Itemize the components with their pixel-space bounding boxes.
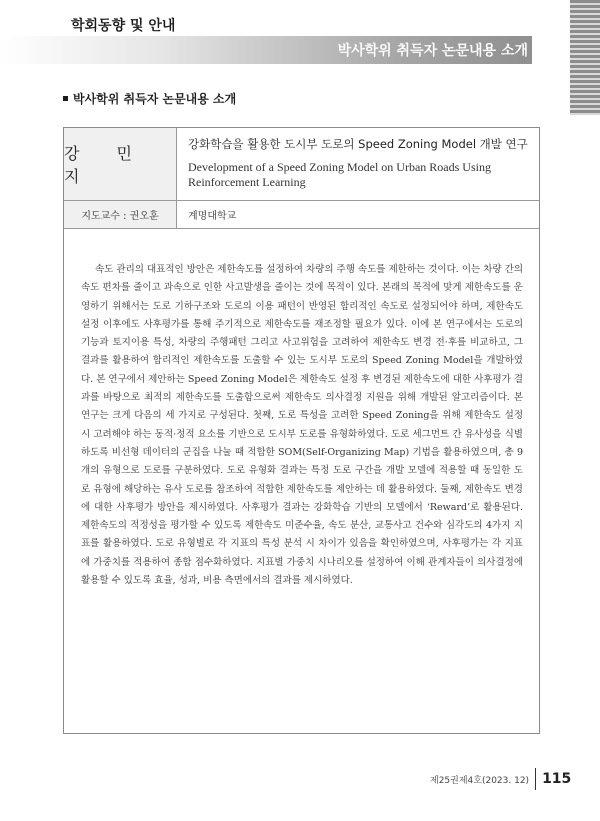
thesis-title-korean: 강화학습을 활용한 도시부 도로의 Speed Zoning Model 개발 연구 <box>188 137 528 151</box>
page-header <box>0 0 600 70</box>
thesis-title-english-line1: Development of a Speed Zoning Model on Urban Roads Using <box>188 160 491 174</box>
author-name: 강 민 지 <box>64 144 148 186</box>
page-number: 115 <box>542 771 572 787</box>
author-cell <box>64 128 177 200</box>
thesis-title-cell <box>188 136 528 190</box>
header-subtitle: 박사학위 취득자 논문내용 소개 <box>337 43 528 59</box>
thesis-title-english <box>188 160 528 190</box>
abstract-body: 속도 관리의 대표적인 방안은 제한속도를 설정하여 차량의 주행 속도를 제한하는 것이다. 이는 차량 간의 속도 편차를 줄이고 과속으로 인한 사고발생을 줄이는 것에 목적이 있다. 본래의 목적에 맞게 제한속도를 운영하기 위해서는 도로 기하구조와 도로의 이용 패턴이 반영된 합리적인 속도로 설정되어야 하며, 제한속도 설정 이후에도 사후평가를 통해 주기적으로 제한속도를 재조정할 필요가 있다. 이에 본 연구에서는 도로의 기능과 토지이용 특성, 차량의 주행패턴 그리고 사고위험을 고려하여 제한속도 변경 전·후를 비교하고, 그 결과를 활용하여 합리적인 제한속도를 도출할 수 있는 도시부 도로의 Speed Zoning Model을 개발하였다. 본 연구에서 제안하는 Speed Zoning Model은 제한속도 설정 후 변경된 제한속도에 대한 사후평가 결과를 바탕으로 최적의 제한속도를 도출함으로써 제한속도 의사결정 지원을 위해 개발된 알고리즘이다. 본 연구는 크게 다음의 세 가지로 구성된다. 첫째, 도로 특성을 고려한 Speed Zoning을 위해 제한속도 설정 시 고려해야 하는 동적·정적 요소를 기반으로 도시부 도로를 유형화하였다. 도로 세그먼트 간 유사성을 식별하도록 비선형 데이터의 군집을 나눌 때 적합한 SOM(Self-Organizing Map) 기법을 활용하였으며, 총 9개의 유형으로 도로를 구분하였다. 도로 유형화 결과는 특정 도로 구간을 개발 모델에 적용할 때 동일한 도로 유형에 해당하는 유사 도로를 참조하여 적합한 제한속도를 제안하는 데 활용하였다. 둘째, 제한속도 변경에 대한 사후평가 방안을 제시하였다. 사후평가 결과는 강화학습 기반의 모델에서 ‘Reward’로 활용된다. 제한속도의 적정성을 평가할 수 있도록 제한속도 미준수율, 속도 분산, 교통사고 건수와 심각도의 4가지 지표를 활용하였다. 도로 유형별로 각 지표의 특성 분석 시 차이가 있음을 확인하였으며, 사후평가는 각 지표에 가중치를 적용하여 종합 점수화하였다. 지표별 가중치 시나리오를 설정하여 이해 관계자들이 의사결정에 활용할 수 있도록 효율, 성과, 비용 측면에서의 결과를 제시하였다. <box>81 264 523 587</box>
page-footer <box>430 767 571 791</box>
footer-divider <box>535 768 536 790</box>
thesis-title-english-line2: Reinforcement Learning <box>188 175 306 189</box>
thesis-card <box>63 127 540 734</box>
bullet-square-icon <box>63 96 68 101</box>
decorative-stripes <box>570 0 600 115</box>
thesis-title-row <box>64 128 539 201</box>
heading-text: 박사학위 취득자 논문내용 소개 <box>73 92 237 106</box>
article-heading <box>63 90 236 107</box>
section-title: 학회동향 및 안내 <box>71 18 176 34</box>
advisor-cell: 지도교수 : 권오훈 <box>64 201 177 228</box>
university-name: 계명대학교 <box>188 211 237 222</box>
issue-info: 제25권제4호(2023. 12) <box>430 775 530 786</box>
advisor-row <box>64 201 539 229</box>
